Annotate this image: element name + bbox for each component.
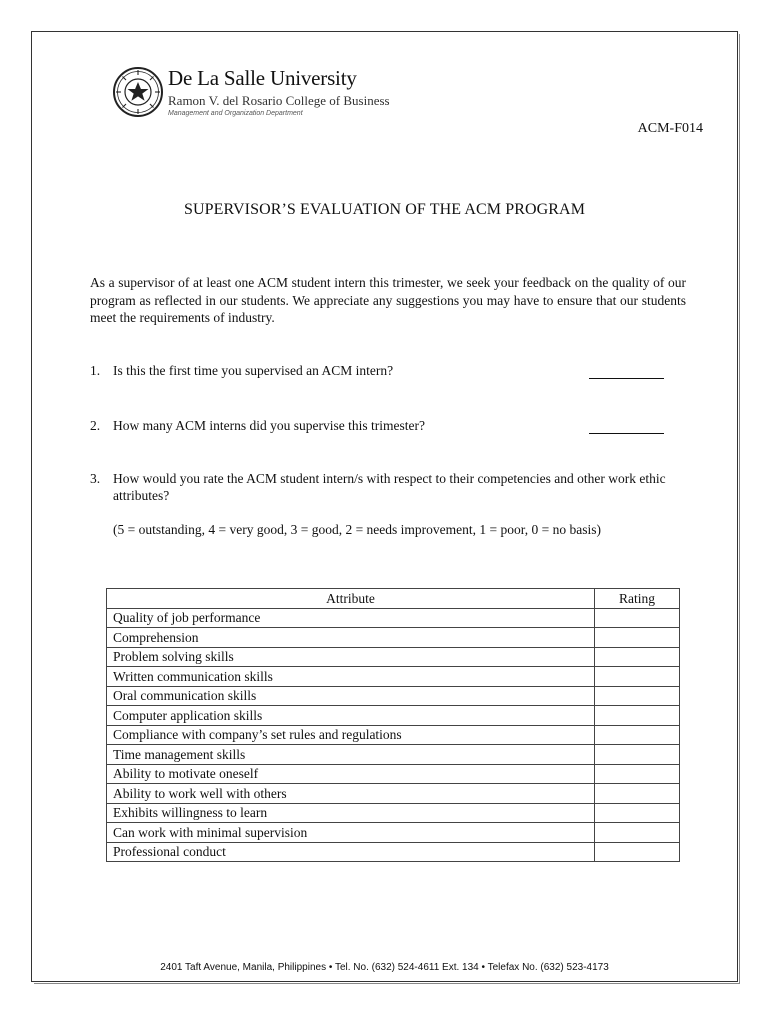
table-row <box>107 823 680 843</box>
rating-input-cell[interactable] <box>595 608 680 628</box>
attribute-cell: Quality of job performance <box>107 608 595 628</box>
page-title: SUPERVISOR’S EVALUATION OF THE ACM PROGRAM <box>183 201 586 218</box>
question-text: How many ACM interns did you supervise this trimester? <box>113 418 425 433</box>
column-header-attribute: Attribute <box>107 589 595 609</box>
form-page <box>31 31 738 982</box>
university-seal-icon <box>112 66 164 118</box>
table-row <box>107 608 680 628</box>
attribute-cell: Exhibits willingness to learn <box>107 803 595 823</box>
question-1-answer-field[interactable] <box>589 364 664 379</box>
table-row <box>107 784 680 804</box>
table-row <box>107 667 680 687</box>
rating-input-cell[interactable] <box>595 823 680 843</box>
attribute-cell: Computer application skills <box>107 706 595 726</box>
table-row <box>107 628 680 648</box>
rating-input-cell[interactable] <box>595 803 680 823</box>
table-row <box>107 725 680 745</box>
attribute-cell: Oral communication skills <box>107 686 595 706</box>
rating-input-cell[interactable] <box>595 667 680 687</box>
attribute-cell: Can work with minimal supervision <box>107 823 595 843</box>
rating-input-cell[interactable] <box>595 628 680 648</box>
table-row <box>107 745 680 765</box>
table-row <box>107 764 680 784</box>
table-row <box>107 706 680 726</box>
form-code: ACM-F014 <box>637 121 703 136</box>
attribute-cell: Professional conduct <box>107 842 595 862</box>
question-number: 1. <box>90 363 101 378</box>
question-number: 3. <box>90 471 101 486</box>
attribute-cell: Comprehension <box>107 628 595 648</box>
question-text: Is this the first time you supervised an ACM intern? <box>113 363 394 378</box>
table-row <box>107 686 680 706</box>
attribute-cell: Written communication skills <box>107 667 595 687</box>
question-number: 2. <box>90 418 101 433</box>
question-text: How would you rate the ACM student intern/s with respect to their competencies and other work ethic attributes? <box>113 471 666 503</box>
rating-input-cell[interactable] <box>595 842 680 862</box>
attribute-cell: Compliance with company’s set rules and regulations <box>107 725 595 745</box>
rating-input-cell[interactable] <box>595 745 680 765</box>
footer-address: 2401 Taft Avenue, Manila, Philippines • Tel. No. (632) 524-4611 Ext. 134 • Telefax No. (632) 523-4173 <box>160 962 609 973</box>
rating-input-cell[interactable] <box>595 784 680 804</box>
table-header-row <box>107 589 680 609</box>
department-name: Management and Organization Department <box>168 110 303 117</box>
column-header-rating: Rating <box>595 589 680 609</box>
university-name: De La Salle University <box>168 66 357 90</box>
attribute-rating-table <box>106 588 680 862</box>
rating-input-cell[interactable] <box>595 647 680 667</box>
intro-paragraph: As a supervisor of at least one ACM student intern this trimester, we seek your feedback on the quality of our program as reflected in our students. We appreciate any suggestions you may have to ensure that our students meet the requirements of industry. <box>90 275 686 325</box>
table-row <box>107 842 680 862</box>
attribute-cell: Time management skills <box>107 745 595 765</box>
rating-input-cell[interactable] <box>595 686 680 706</box>
attribute-cell: Ability to motivate oneself <box>107 764 595 784</box>
rating-input-cell[interactable] <box>595 706 680 726</box>
attribute-cell: Ability to work well with others <box>107 784 595 804</box>
rating-input-cell[interactable] <box>595 764 680 784</box>
table-row <box>107 647 680 667</box>
rating-scale-legend: (5 = outstanding, 4 = very good, 3 = good, 2 = needs improvement, 1 = poor, 0 = no basis) <box>113 522 601 537</box>
attribute-cell: Problem solving skills <box>107 647 595 667</box>
rating-input-cell[interactable] <box>595 725 680 745</box>
question-2-answer-field[interactable] <box>589 419 664 434</box>
college-name: Ramon V. del Rosario College of Business <box>168 93 390 108</box>
table-row <box>107 803 680 823</box>
table-body <box>107 608 680 862</box>
